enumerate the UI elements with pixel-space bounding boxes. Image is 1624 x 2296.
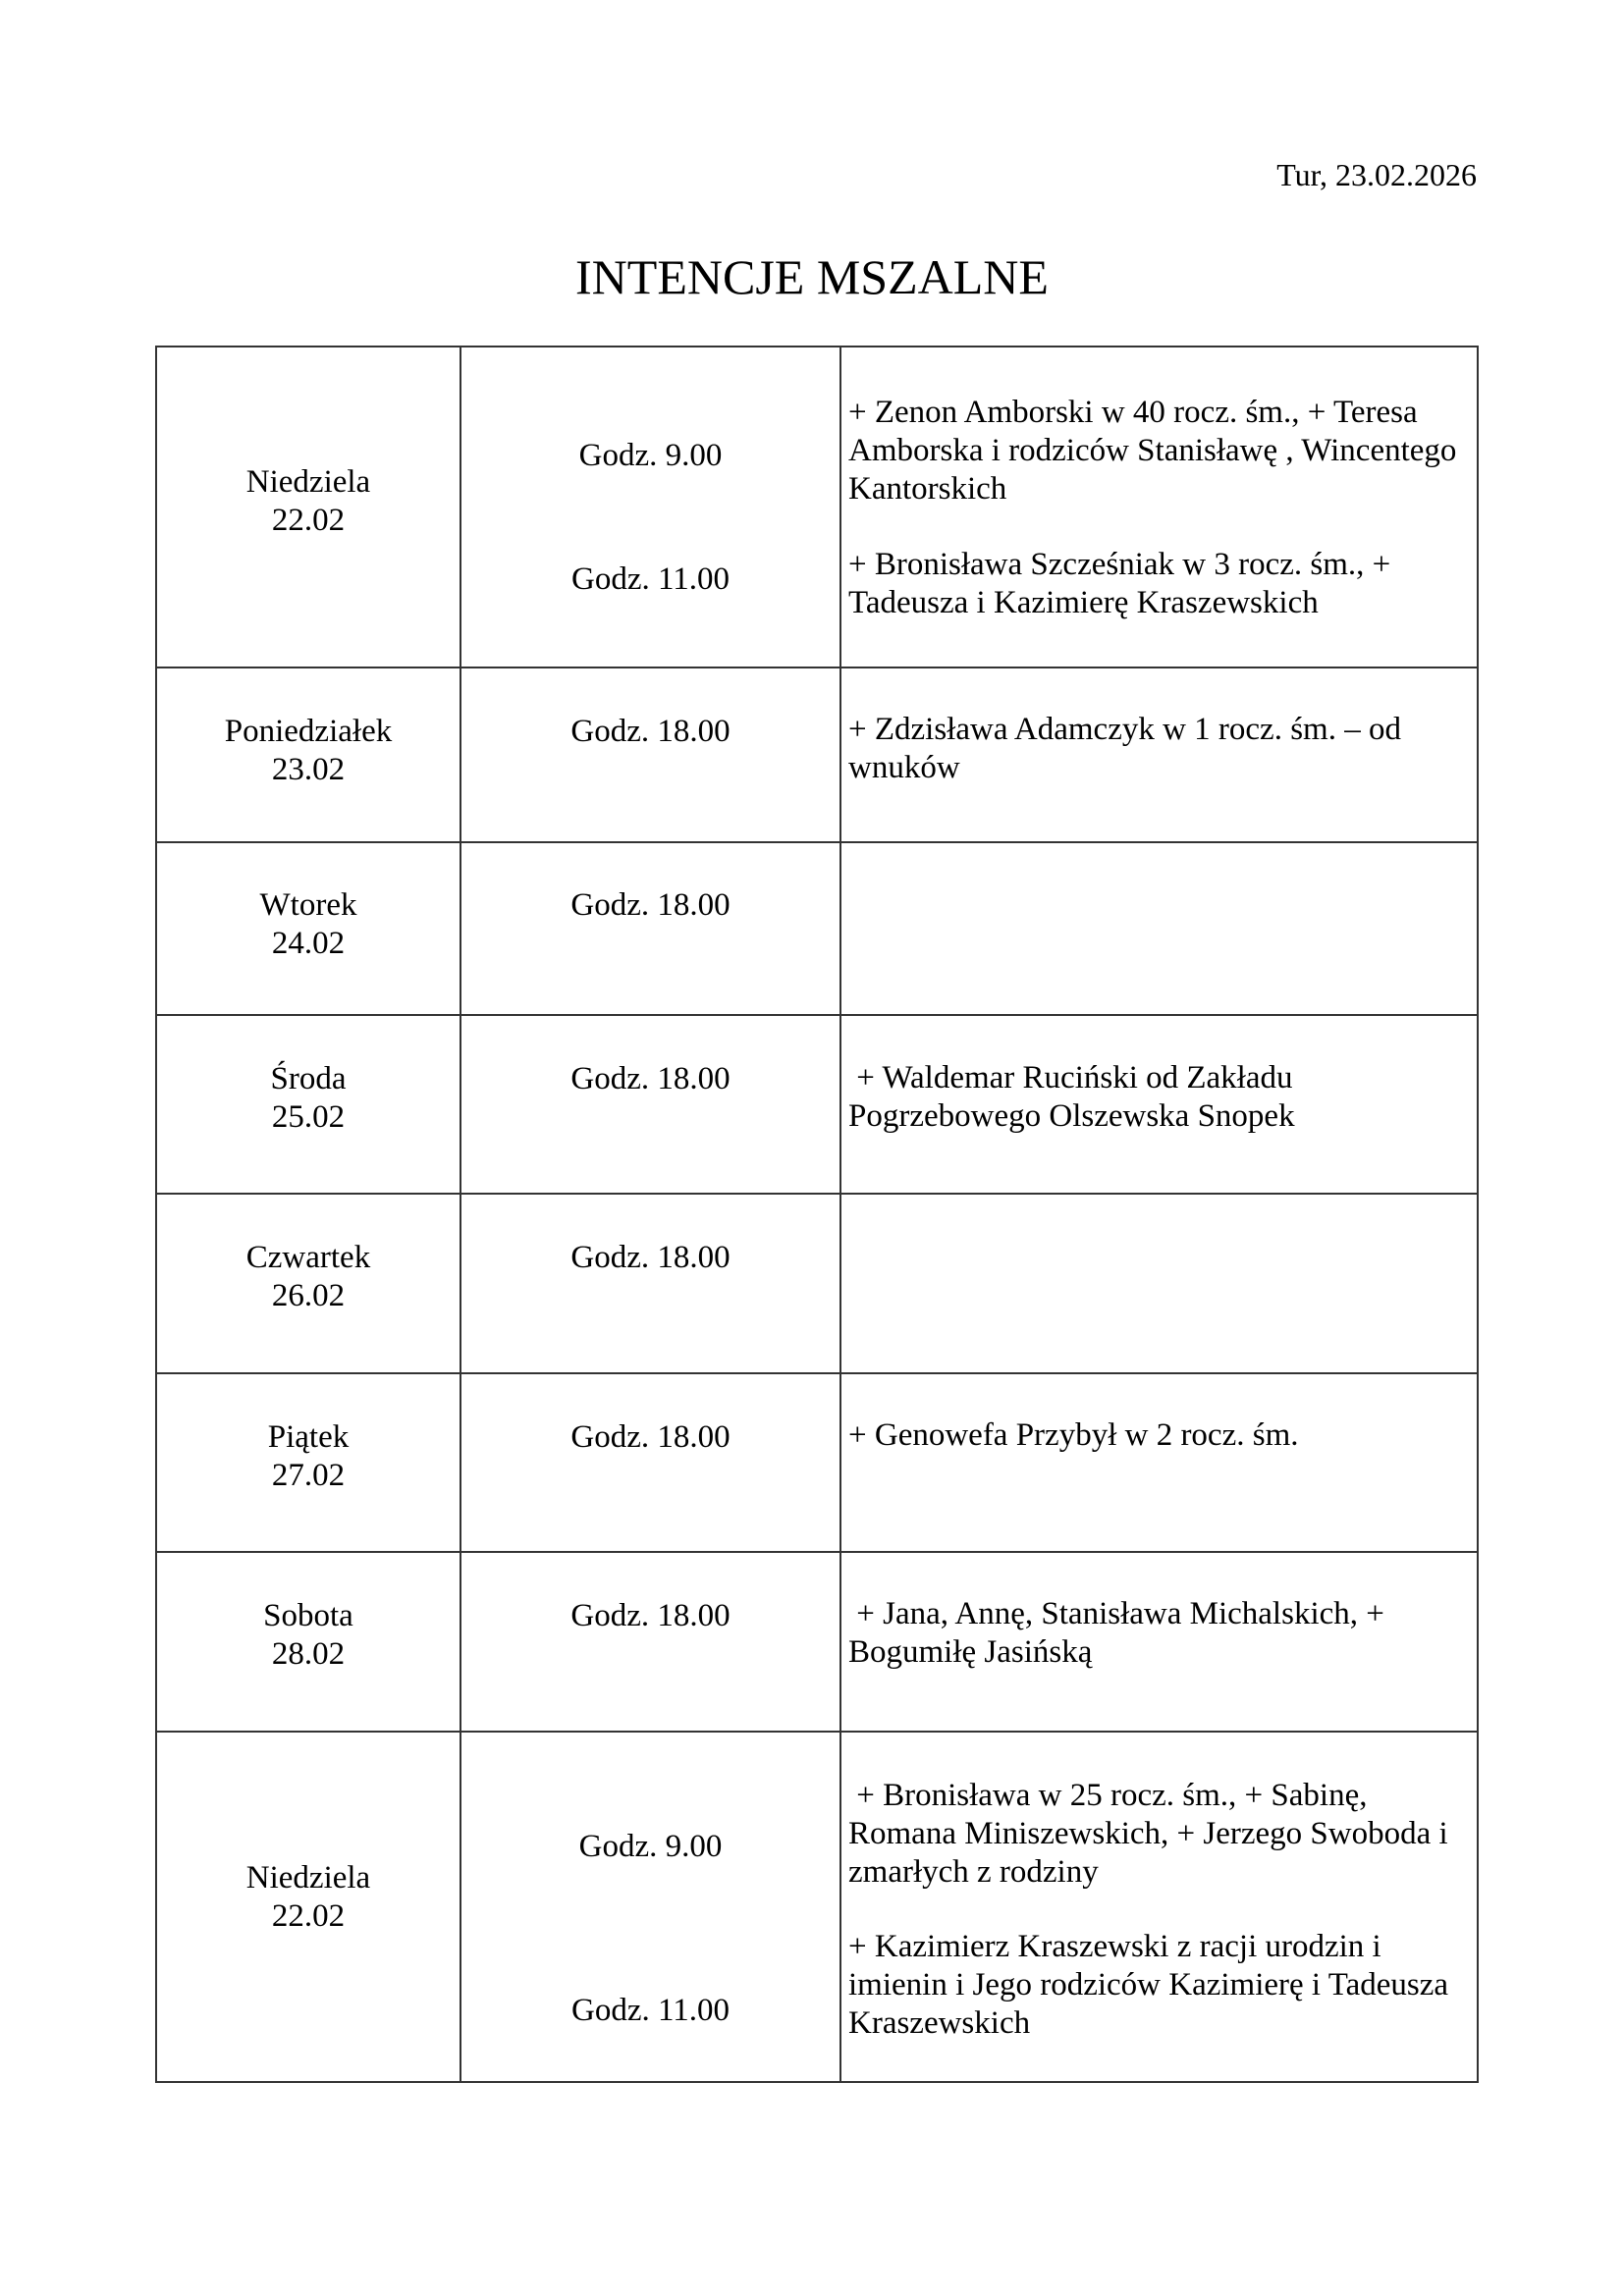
day-date: 22.02: [271, 503, 346, 538]
mass-time: Godz. 9.00: [578, 1829, 723, 1864]
intention-cell: [841, 347, 1477, 667]
day-name: Poniedziałek: [224, 714, 393, 749]
table-row: [157, 667, 1477, 841]
table-row: [157, 1551, 1477, 1731]
mass-intention: + Zenon Amborski w 40 rocz. śm., + Teresa Amborska i rodziców Stanisławę , Wincentego Kantorskich: [848, 395, 1465, 507]
day-date: 24.02: [271, 926, 346, 961]
day-date: 22.02: [271, 1898, 346, 1934]
day-cell: [157, 347, 461, 667]
intention-cell: [841, 843, 1477, 1014]
mass-intention: + Jana, Annę, Stanisława Michalskich, + Bogumiłę Jasińską: [848, 1596, 1393, 1670]
day-name: Środa: [270, 1061, 347, 1096]
table-row: [157, 347, 1477, 667]
mass-intention: + Genowefa Przybył w 2 rocz. śm.: [848, 1417, 1299, 1453]
day-name: Sobota: [263, 1598, 353, 1633]
time-cell: [461, 843, 841, 1014]
mass-time: Godz. 11.00: [570, 1993, 730, 2028]
day-name: Wtorek: [259, 887, 357, 923]
intention-cell: [841, 1195, 1477, 1372]
mass-time: Godz. 18.00: [570, 1598, 731, 1633]
mass-intention: + Bronisława w 25 rocz. śm., + Sabinę, Romana Miniszewskich, + Jerzego Swoboda i zmarłych z rodziny: [848, 1778, 1456, 1890]
table-row: [157, 1731, 1477, 2081]
time-cell: [461, 1553, 841, 1731]
intention-cell: [841, 1016, 1477, 1193]
day-cell: [157, 1553, 461, 1731]
day-date: 27.02: [271, 1458, 346, 1493]
time-cell: [461, 1195, 841, 1372]
page-title: INTENCJE MSZALNE: [575, 249, 1049, 304]
mass-time: Godz. 18.00: [570, 1240, 731, 1275]
intention-cell: [841, 1374, 1477, 1551]
intention-cell: [841, 1553, 1477, 1731]
table-row: [157, 841, 1477, 1014]
day-cell: [157, 1374, 461, 1551]
day-name: Niedziela: [245, 1860, 371, 1896]
time-cell: [461, 347, 841, 667]
day-date: 28.02: [271, 1636, 346, 1672]
mass-time: Godz. 11.00: [570, 561, 730, 597]
table-row: [157, 1193, 1477, 1372]
table-row: [157, 1372, 1477, 1551]
day-cell: [157, 668, 461, 841]
time-cell: [461, 1374, 841, 1551]
mass-intention: + Zdzisława Adamczyk w 1 rocz. śm. – od wnuków: [848, 712, 1410, 785]
time-cell: [461, 668, 841, 841]
time-cell: [461, 1016, 841, 1193]
mass-time: Godz. 18.00: [570, 887, 731, 923]
day-cell: [157, 1733, 461, 2081]
day-cell: [157, 1195, 461, 1372]
mass-intention: + Bronisława Szcześniak w 3 rocz. śm., + Tadeusza i Kazimierę Kraszewskich: [848, 547, 1398, 620]
day-date: 23.02: [271, 752, 346, 787]
table-row: [157, 1014, 1477, 1193]
day-cell: [157, 843, 461, 1014]
day-date: 26.02: [271, 1278, 346, 1313]
mass-time: Godz. 18.00: [570, 1061, 731, 1096]
mass-intention: + Waldemar Ruciński od Zakładu Pogrzebowego Olszewska Snopek: [848, 1060, 1301, 1134]
mass-time: Godz. 18.00: [570, 714, 731, 749]
day-date: 25.02: [271, 1099, 346, 1135]
day-cell: [157, 1016, 461, 1193]
mass-intention: + Kazimierz Kraszewski z racji urodzin i imienin i Jego rodziców Kazimierę i Tadeusza Kraszewskich: [848, 1929, 1457, 2041]
day-name: Niedziela: [245, 464, 371, 500]
day-name: Piątek: [267, 1419, 350, 1455]
time-cell: [461, 1733, 841, 2081]
intentions-table: [155, 346, 1479, 2083]
mass-time: Godz. 9.00: [578, 438, 723, 473]
intention-cell: [841, 1733, 1477, 2081]
place-and-date: Tur, 23.02.2026: [1276, 157, 1477, 192]
day-name: Czwartek: [245, 1240, 371, 1275]
intention-cell: [841, 668, 1477, 841]
mass-time: Godz. 18.00: [570, 1419, 731, 1455]
